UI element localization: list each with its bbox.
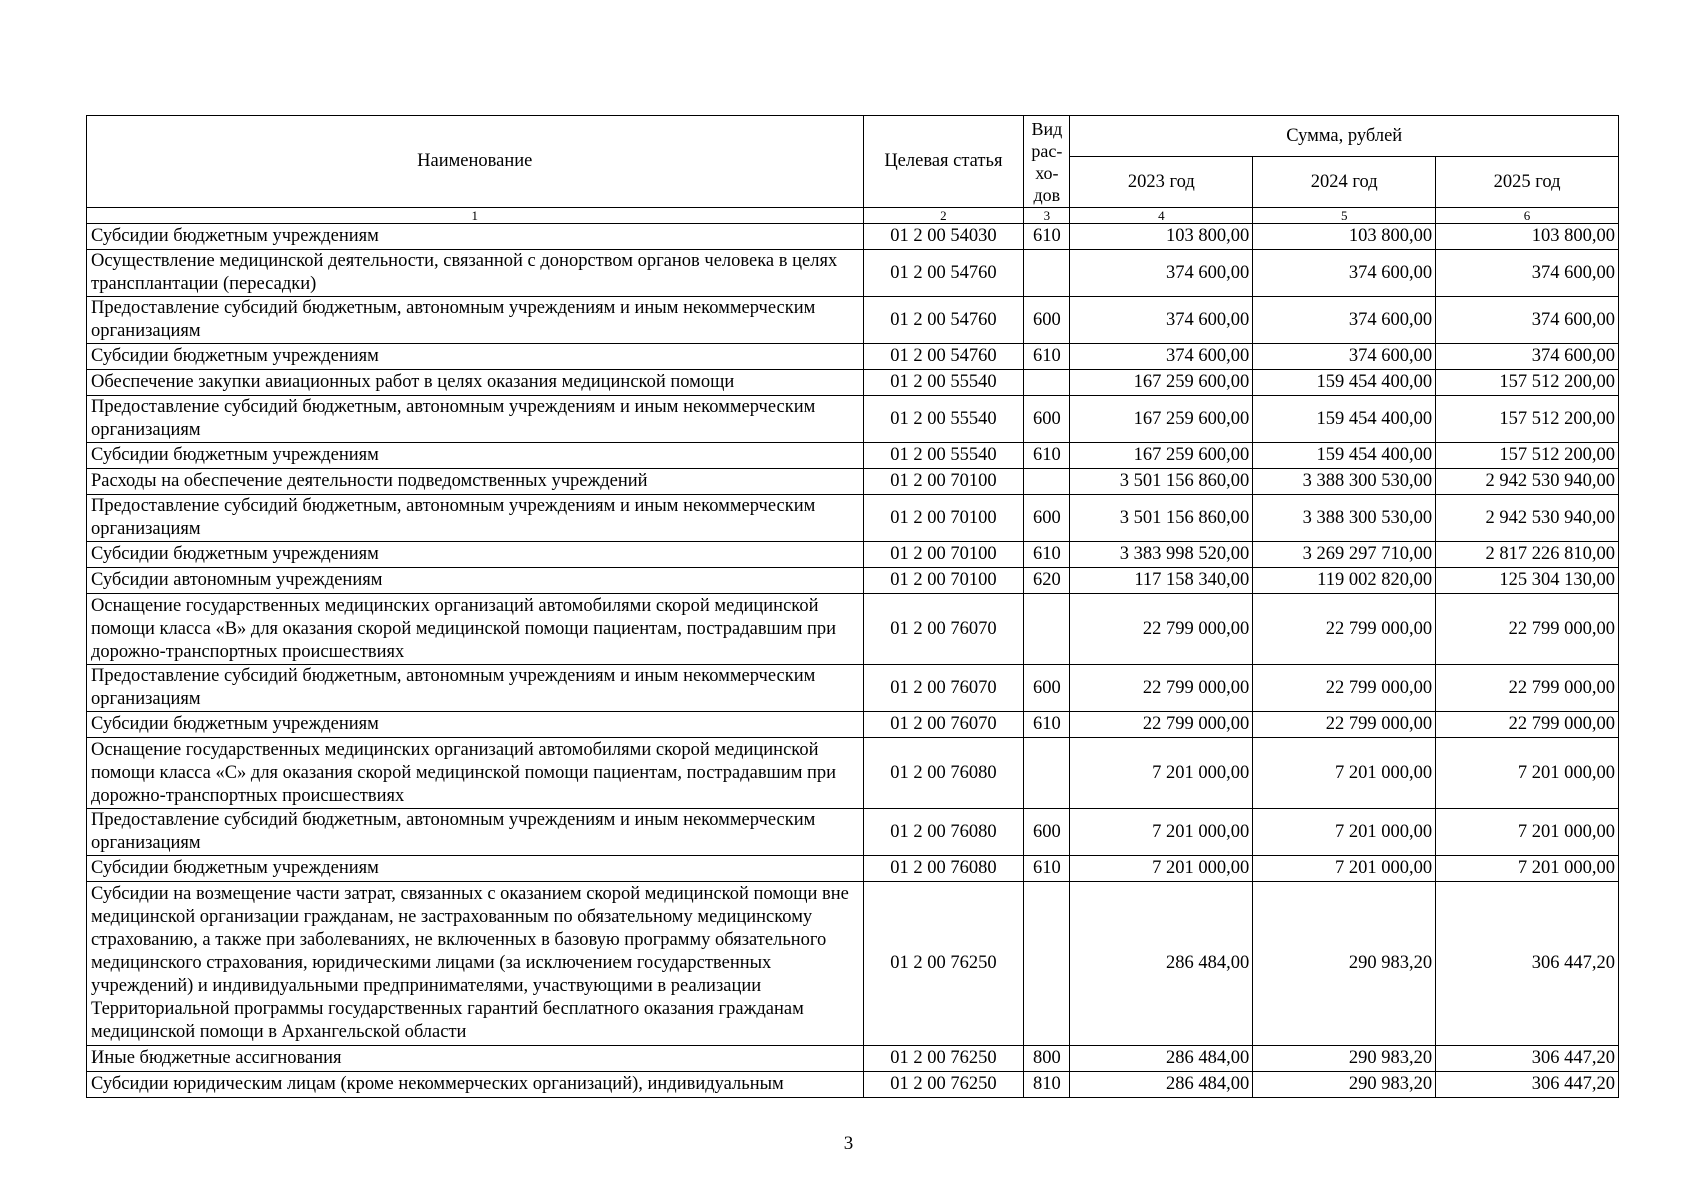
row-sum-2025-cell: 7 201 000,00 [1436, 738, 1619, 809]
row-target-cell: 01 2 00 54030 [863, 224, 1024, 250]
column-number-row [87, 208, 1619, 224]
row-sum-2023-cell: 7 201 000,00 [1070, 856, 1253, 882]
row-sum-2025-cell: 7 201 000,00 [1436, 809, 1619, 856]
row-sum-2024-cell: 159 454 400,00 [1253, 396, 1436, 443]
row-sum-2024-cell: 159 454 400,00 [1253, 370, 1436, 396]
row-name-cell: Расходы на обеспечение деятельности подведомственных учреждений [87, 469, 864, 495]
row-kind-cell [1024, 738, 1070, 809]
header-year-2024: 2024 год [1253, 157, 1436, 208]
row-name-cell: Субсидии бюджетным учреждениям [87, 712, 864, 738]
row-sum-2023-cell: 286 484,00 [1070, 1072, 1253, 1098]
table-row [87, 344, 1619, 370]
row-sum-2023-cell: 374 600,00 [1070, 344, 1253, 370]
column-number: 6 [1436, 208, 1619, 224]
row-sum-2024-cell: 290 983,20 [1253, 882, 1436, 1046]
row-sum-2023-cell: 167 259 600,00 [1070, 370, 1253, 396]
column-number: 5 [1253, 208, 1436, 224]
row-sum-2025-cell: 374 600,00 [1436, 344, 1619, 370]
header-sum: Сумма, рублей [1070, 116, 1619, 157]
row-sum-2023-cell: 374 600,00 [1070, 297, 1253, 344]
row-target-cell: 01 2 00 76070 [863, 665, 1024, 712]
row-target-cell: 01 2 00 76250 [863, 1072, 1024, 1098]
table-row [87, 396, 1619, 443]
row-name-cell: Субсидии бюджетным учреждениям [87, 542, 864, 568]
row-sum-2025-cell: 22 799 000,00 [1436, 712, 1619, 738]
table-row [87, 856, 1619, 882]
table-row [87, 1046, 1619, 1072]
row-sum-2024-cell: 374 600,00 [1253, 297, 1436, 344]
table-row [87, 542, 1619, 568]
row-sum-2025-cell: 374 600,00 [1436, 250, 1619, 297]
table-row [87, 1072, 1619, 1098]
row-target-cell: 01 2 00 70100 [863, 542, 1024, 568]
row-kind-cell: 800 [1024, 1046, 1070, 1072]
row-sum-2024-cell: 290 983,20 [1253, 1072, 1436, 1098]
row-name-cell: Предоставление субсидий бюджетным, автономным учреждениям и иным некоммерческим организациям [87, 809, 864, 856]
table-body [87, 224, 1619, 1098]
row-sum-2025-cell: 306 447,20 [1436, 882, 1619, 1046]
page-number: 3 [843, 1133, 854, 1154]
row-target-cell: 01 2 00 55540 [863, 370, 1024, 396]
row-sum-2024-cell: 374 600,00 [1253, 250, 1436, 297]
row-name-cell: Субсидии юридическим лицам (кроме некоммерческих организаций), индивидуальным [87, 1072, 864, 1098]
budget-table [86, 115, 1619, 1098]
header-kind [1024, 116, 1070, 208]
row-sum-2023-cell: 286 484,00 [1070, 1046, 1253, 1072]
row-sum-2025-cell: 2 817 226 810,00 [1436, 542, 1619, 568]
table-row [87, 712, 1619, 738]
row-sum-2023-cell: 117 158 340,00 [1070, 568, 1253, 594]
row-name-cell: Осуществление медицинской деятельности, связанной с донорством органов человека в целях трансплантации (пересадки) [87, 250, 864, 297]
row-sum-2024-cell: 22 799 000,00 [1253, 594, 1436, 665]
row-name-cell: Обеспечение закупки авиационных работ в целях оказания медицинской помощи [87, 370, 864, 396]
row-sum-2025-cell: 306 447,20 [1436, 1046, 1619, 1072]
row-sum-2025-cell: 22 799 000,00 [1436, 665, 1619, 712]
row-kind-cell: 610 [1024, 224, 1070, 250]
row-name-cell: Оснащение государственных медицинских организаций автомобилями скорой медицинской помощи класса «В» для оказания скорой медицинской помощи пациентам, пострадавшим при дорожно-транспортных происшествиях [87, 594, 864, 665]
row-sum-2025-cell: 2 942 530 940,00 [1436, 495, 1619, 542]
row-name-cell: Субсидии бюджетным учреждениям [87, 443, 864, 469]
row-target-cell: 01 2 00 70100 [863, 469, 1024, 495]
row-kind-cell: 620 [1024, 568, 1070, 594]
table-row [87, 370, 1619, 396]
row-name-cell: Предоставление субсидий бюджетным, автономным учреждениям и иным некоммерческим организациям [87, 396, 864, 443]
row-sum-2023-cell: 22 799 000,00 [1070, 665, 1253, 712]
row-target-cell: 01 2 00 55540 [863, 443, 1024, 469]
table-row [87, 297, 1619, 344]
row-sum-2024-cell: 290 983,20 [1253, 1046, 1436, 1072]
row-kind-cell: 610 [1024, 542, 1070, 568]
row-kind-cell: 810 [1024, 1072, 1070, 1098]
row-kind-cell [1024, 469, 1070, 495]
row-sum-2023-cell: 286 484,00 [1070, 882, 1253, 1046]
row-kind-cell [1024, 250, 1070, 297]
row-sum-2024-cell: 3 388 300 530,00 [1253, 495, 1436, 542]
row-name-cell: Предоставление субсидий бюджетным, автономным учреждениям и иным некоммерческим организациям [87, 665, 864, 712]
row-sum-2024-cell: 22 799 000,00 [1253, 665, 1436, 712]
row-sum-2024-cell: 22 799 000,00 [1253, 712, 1436, 738]
header-name: Наименование [87, 116, 864, 208]
row-name-cell: Субсидии бюджетным учреждениям [87, 224, 864, 250]
row-sum-2024-cell: 7 201 000,00 [1253, 809, 1436, 856]
row-sum-2024-cell: 119 002 820,00 [1253, 568, 1436, 594]
column-number: 4 [1070, 208, 1253, 224]
row-name-cell: Предоставление субсидий бюджетным, автономным учреждениям и иным некоммерческим организациям [87, 495, 864, 542]
row-sum-2023-cell: 3 501 156 860,00 [1070, 469, 1253, 495]
column-number: 1 [87, 208, 864, 224]
row-sum-2024-cell: 374 600,00 [1253, 344, 1436, 370]
table-row [87, 224, 1619, 250]
row-sum-2024-cell: 7 201 000,00 [1253, 856, 1436, 882]
header-kind-line: дов [1033, 184, 1061, 205]
row-sum-2025-cell: 103 800,00 [1436, 224, 1619, 250]
row-sum-2023-cell: 7 201 000,00 [1070, 738, 1253, 809]
row-sum-2025-cell: 125 304 130,00 [1436, 568, 1619, 594]
header-kind-line: хо- [1035, 162, 1059, 183]
row-kind-cell: 610 [1024, 712, 1070, 738]
row-sum-2023-cell: 3 501 156 860,00 [1070, 495, 1253, 542]
header-kind-line: рас- [1031, 140, 1063, 161]
row-target-cell: 01 2 00 76080 [863, 856, 1024, 882]
table-row [87, 809, 1619, 856]
row-sum-2023-cell: 3 383 998 520,00 [1070, 542, 1253, 568]
row-name-cell: Субсидии бюджетным учреждениям [87, 856, 864, 882]
row-name-cell: Субсидии на возмещение части затрат, связанных с оказанием скорой медицинской помощи вне медицинской организации гражданам, не застрахованным по обязательному медицинскому страхованию, а также при заболеваниях, не включенных в базовую программу обязательного медицинского страхования, юридическими лицами (за исключением государственных учреждений) и индивидуальными предпринимателями, участвующими в реализации Территориальной программы государственных гарантий бесплатного оказания гражданам медицинской помощи в Архангельской области [87, 882, 864, 1046]
table-row [87, 250, 1619, 297]
table-row [87, 665, 1619, 712]
table-row [87, 443, 1619, 469]
row-sum-2023-cell: 22 799 000,00 [1070, 594, 1253, 665]
header-year-2023: 2023 год [1070, 157, 1253, 208]
column-number: 3 [1024, 208, 1070, 224]
table-row [87, 738, 1619, 809]
table-header [87, 116, 1619, 224]
row-sum-2023-cell: 103 800,00 [1070, 224, 1253, 250]
table-row [87, 495, 1619, 542]
row-kind-cell: 610 [1024, 443, 1070, 469]
row-target-cell: 01 2 00 76250 [863, 1046, 1024, 1072]
row-kind-cell: 610 [1024, 856, 1070, 882]
row-sum-2024-cell: 103 800,00 [1253, 224, 1436, 250]
table-row [87, 469, 1619, 495]
row-target-cell: 01 2 00 55540 [863, 396, 1024, 443]
row-sum-2023-cell: 167 259 600,00 [1070, 443, 1253, 469]
row-sum-2025-cell: 157 512 200,00 [1436, 443, 1619, 469]
row-kind-cell: 600 [1024, 396, 1070, 443]
column-number: 2 [863, 208, 1024, 224]
row-target-cell: 01 2 00 54760 [863, 250, 1024, 297]
row-sum-2023-cell: 22 799 000,00 [1070, 712, 1253, 738]
row-target-cell: 01 2 00 76070 [863, 712, 1024, 738]
row-kind-cell: 600 [1024, 297, 1070, 344]
row-kind-cell: 610 [1024, 344, 1070, 370]
row-kind-cell: 600 [1024, 665, 1070, 712]
row-target-cell: 01 2 00 76250 [863, 882, 1024, 1046]
row-sum-2024-cell: 159 454 400,00 [1253, 443, 1436, 469]
table-row [87, 594, 1619, 665]
row-kind-cell [1024, 594, 1070, 665]
row-sum-2025-cell: 306 447,20 [1436, 1072, 1619, 1098]
row-name-cell: Субсидии бюджетным учреждениям [87, 344, 864, 370]
row-sum-2025-cell: 374 600,00 [1436, 297, 1619, 344]
row-sum-2025-cell: 7 201 000,00 [1436, 856, 1619, 882]
row-target-cell: 01 2 00 76080 [863, 738, 1024, 809]
row-sum-2024-cell: 3 388 300 530,00 [1253, 469, 1436, 495]
row-sum-2024-cell: 7 201 000,00 [1253, 738, 1436, 809]
row-target-cell: 01 2 00 76070 [863, 594, 1024, 665]
row-name-cell: Иные бюджетные ассигнования [87, 1046, 864, 1072]
row-sum-2025-cell: 157 512 200,00 [1436, 396, 1619, 443]
row-name-cell: Субсидии автономным учреждениям [87, 568, 864, 594]
row-sum-2023-cell: 167 259 600,00 [1070, 396, 1253, 443]
row-sum-2025-cell: 22 799 000,00 [1436, 594, 1619, 665]
row-sum-2023-cell: 7 201 000,00 [1070, 809, 1253, 856]
row-target-cell: 01 2 00 76080 [863, 809, 1024, 856]
row-sum-2025-cell: 157 512 200,00 [1436, 370, 1619, 396]
row-target-cell: 01 2 00 70100 [863, 568, 1024, 594]
row-sum-2025-cell: 2 942 530 940,00 [1436, 469, 1619, 495]
row-name-cell: Оснащение государственных медицинских организаций автомобилями скорой медицинской помощи класса «С» для оказания скорой медицинской помощи пациентам, пострадавшим при дорожно-транспортных происшествиях [87, 738, 864, 809]
row-target-cell: 01 2 00 70100 [863, 495, 1024, 542]
row-kind-cell [1024, 882, 1070, 1046]
row-kind-cell: 600 [1024, 495, 1070, 542]
header-target-text: Целевая статья [884, 151, 1003, 171]
header-kind-line: Вид [1031, 118, 1063, 139]
row-sum-2024-cell: 3 269 297 710,00 [1253, 542, 1436, 568]
row-kind-cell [1024, 370, 1070, 396]
table-row [87, 882, 1619, 1046]
row-target-cell: 01 2 00 54760 [863, 297, 1024, 344]
header-target [863, 116, 1024, 208]
row-kind-cell: 600 [1024, 809, 1070, 856]
header-year-2025: 2025 год [1436, 157, 1619, 208]
row-sum-2023-cell: 374 600,00 [1070, 250, 1253, 297]
table-row [87, 568, 1619, 594]
row-name-cell: Предоставление субсидий бюджетным, автономным учреждениям и иным некоммерческим организациям [87, 297, 864, 344]
row-target-cell: 01 2 00 54760 [863, 344, 1024, 370]
